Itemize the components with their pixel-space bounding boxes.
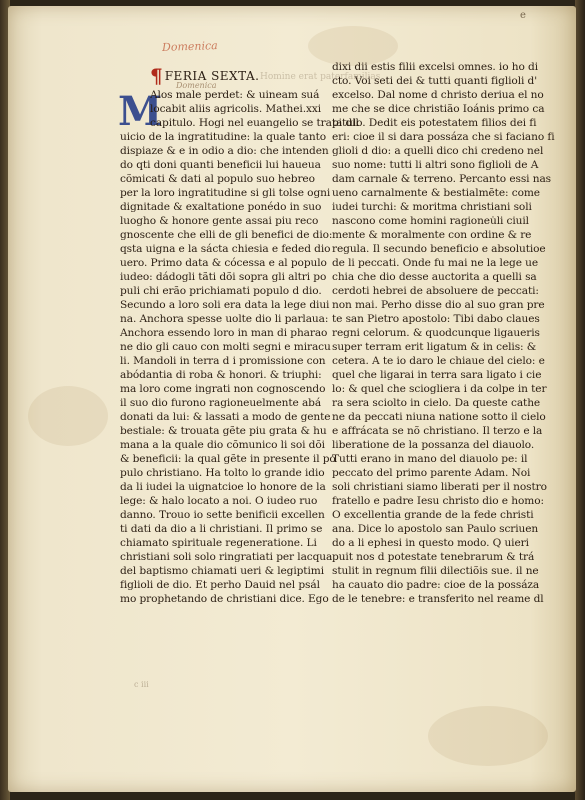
bleed-through-text: Homine erat paterfamilias [260, 72, 381, 82]
handwritten-annotation: Domenica [161, 39, 218, 54]
text-line: fratello e padre Iesu christo dio e homo: [332, 495, 544, 507]
text-line: do a li ephesi in questo modo. Q uieri [332, 537, 529, 549]
text-line: ha cauato dio padre: cioe de la possáza [332, 579, 540, 591]
text-line: abódantia di roba & honori. & triuphi: [120, 369, 322, 381]
text-line: ne da peccati niuna natione sotto il cielo [332, 411, 546, 423]
text-line: liberatione de la possanza del diauolo. [332, 439, 535, 451]
text-line: donati da lui: & lassati a modo de gente [120, 411, 331, 423]
text-line: del baptismo chiamati ueri & legiptimi [120, 565, 324, 577]
rubric-mark: ¶ [150, 64, 163, 88]
text-line: de le tenebre: e transferito nel reame dl [332, 593, 544, 605]
text-line: puit nos d potestate tenebrarum & trá [332, 551, 535, 563]
text-line: il suo dio furono ragioneuelmente abá [120, 397, 322, 409]
text-line: pitulo. Dedit eis potestatem filios dei fi [332, 117, 537, 129]
text-line: per la loro ingratitudine si gli tolse ogni [120, 187, 331, 199]
text-line: puli chi erão prichiamati populo d dio. [120, 285, 322, 297]
text-line: do qti doni quanti beneficii lui haueua [120, 159, 321, 171]
text-line: uero. Primo data & cócessa e al populo [120, 257, 327, 269]
text-line: figlioli de dio. Et perho Dauid nel psál [120, 579, 320, 591]
text-line: cto. Voi seti dei & tutti quanti figlioli d' [332, 75, 538, 87]
text-line: ueno carnalmente & bestialmẽte: come [332, 187, 540, 199]
text-line: capitulo. Hogi nel euangelio se trata dil [150, 117, 359, 129]
text-line: suo nome: tutti li altri sono figlioli de A [332, 159, 539, 171]
text-line: mente & moralmente con ordine & re [332, 229, 532, 241]
text-line: eri: cioe il si dara possáza che si faciano fi [332, 131, 555, 143]
text-line: luogho & honore gente assai piu reco [120, 215, 319, 227]
decorated-initial: M [118, 88, 163, 135]
text-column-right [332, 60, 555, 606]
text-line: super terram erit ligatum & in celis: & [332, 341, 537, 353]
text-line: excelso. Dal nome d christo deriua el no [332, 89, 544, 101]
text-line: cetera. A te io daro le chiaue del cielo: e [332, 355, 545, 367]
text-line: ti dati da dio a li christiani. Il primo se [120, 523, 323, 535]
corner-mark: e [520, 10, 526, 21]
signature-mark: c iii [134, 680, 149, 689]
text-line: glioli d dio: a quelli dico chi credeno nel [332, 145, 544, 157]
text-line [120, 74, 330, 88]
text-line: na. Anchora spesse uolte dio li parlaua: [120, 313, 329, 325]
text-line: cõmicati & dati al populo suo hebreo [120, 173, 315, 185]
text-line: Anchora essendo loro in man di pharao [120, 327, 328, 339]
text-column-left [120, 60, 359, 606]
text-line [120, 60, 330, 74]
page-edge-right [575, 0, 585, 800]
text-line: uicio de la ingratitudine: la quale tanto [120, 131, 327, 143]
text-line: O excellentia grande de la fede christi [332, 509, 534, 521]
text-line: regni celorum. & quodcunque ligaueris [332, 327, 540, 339]
text-line: mana a la quale dio cõmunico li soi dõi [120, 439, 325, 451]
text-line: li. Mandoli in terra d i promissione con [120, 355, 326, 367]
text-line: Alos male perdet: & uineam suá [150, 89, 320, 101]
text-line: lege: & halo locato a noi. O iudeo ruo [120, 495, 318, 507]
text-line: pulo christiano. Ha tolto lo grande idio [120, 467, 325, 479]
text-line: chiamato spirituale regeneratione. Li [120, 537, 317, 549]
text-line: soli christiani siamo liberati per il nostro [332, 481, 547, 493]
text-line: Tutti erano in mano del diauolo pe: il [332, 453, 528, 465]
text-line: e affrácata se nõ christiano. Il terzo e la [332, 425, 543, 437]
text-line: dignitade & exaltatione ponédo in suo [120, 201, 322, 213]
text-line: ma loro come ingrati non cognoscendo [120, 383, 326, 395]
text-line: ra sera sciolto in cielo. Da queste cathe [332, 397, 541, 409]
text-line: te san Pietro apostolo: Tibi dabo claues [332, 313, 540, 325]
heading-text: FERIA SEXTA. [164, 69, 260, 83]
text-line: mo prophetando de christiani dice. Ego [120, 593, 329, 605]
text-line: iudei turchi: & moritma christiani soli [332, 201, 532, 213]
text-line: iudeo: dádogli tãti dõi sopra gli altri po [120, 271, 327, 283]
text-line: non mai. Perho disse dio al suo gran pre [332, 299, 545, 311]
text-line: nascono come homini ragioneu̇li ciuil [332, 215, 529, 227]
text-line: de li peccati. Onde fu mai ne la lege ue [332, 257, 539, 269]
text-line: peccato del primo parente Adam. Noi [332, 467, 531, 479]
text-line: locabit aliis agricolis. Mathei.xxi [150, 103, 322, 115]
text-line: me che se dice christião Ioánis primo ca [332, 103, 545, 115]
text-line: da li iudei la uignatcioe lo honore de la [120, 481, 326, 493]
text-line: lo: & quel che sciogliera i da colpe in ter [332, 383, 547, 395]
text-line: ne dio gli cauo con molti segni e miracu [120, 341, 331, 353]
text-line: Secundo a loro soli era data la lege diui [120, 299, 330, 311]
text-line: stulit in regnum filii dilectiõis sue. il ne [332, 565, 539, 577]
text-line: bestiale: & trouata gẽte piu grata & hu [120, 425, 327, 437]
text-line: chia che dio desse auctorita a quelli sa [332, 271, 537, 283]
text-line: & beneficii: la qual gẽte in presente il po [120, 453, 336, 465]
text-line: dispiaze & e in odio a dio: che intenden [120, 145, 329, 157]
text-line: christiani soli solo ringratiati per lacqua [120, 551, 333, 563]
text-line: dam carnale & terreno. Percanto essi nas [332, 173, 551, 185]
margin-annotation: Domenica [176, 81, 217, 90]
text-line: cerdoti hebrei de absoluere de peccati: [332, 285, 539, 297]
text-line: quel che ligarai in terra sara ligato i cie [332, 369, 542, 381]
text-line: qsta uigna e la sácta chiesia e feded dio [120, 243, 331, 255]
text-line: gnoscente che elli de gli benefici de dio: [120, 229, 333, 241]
text-line: ana. Dice lo apostolo san Paulo scriuen [332, 523, 539, 535]
text-line: danno. Trouo io sette benificii excellen [120, 509, 325, 521]
text-line: dixi dii estis filii excelsi omnes. io ho di [332, 61, 539, 73]
text-line: regula. Il secundo beneficio e absolutioe [332, 243, 546, 255]
